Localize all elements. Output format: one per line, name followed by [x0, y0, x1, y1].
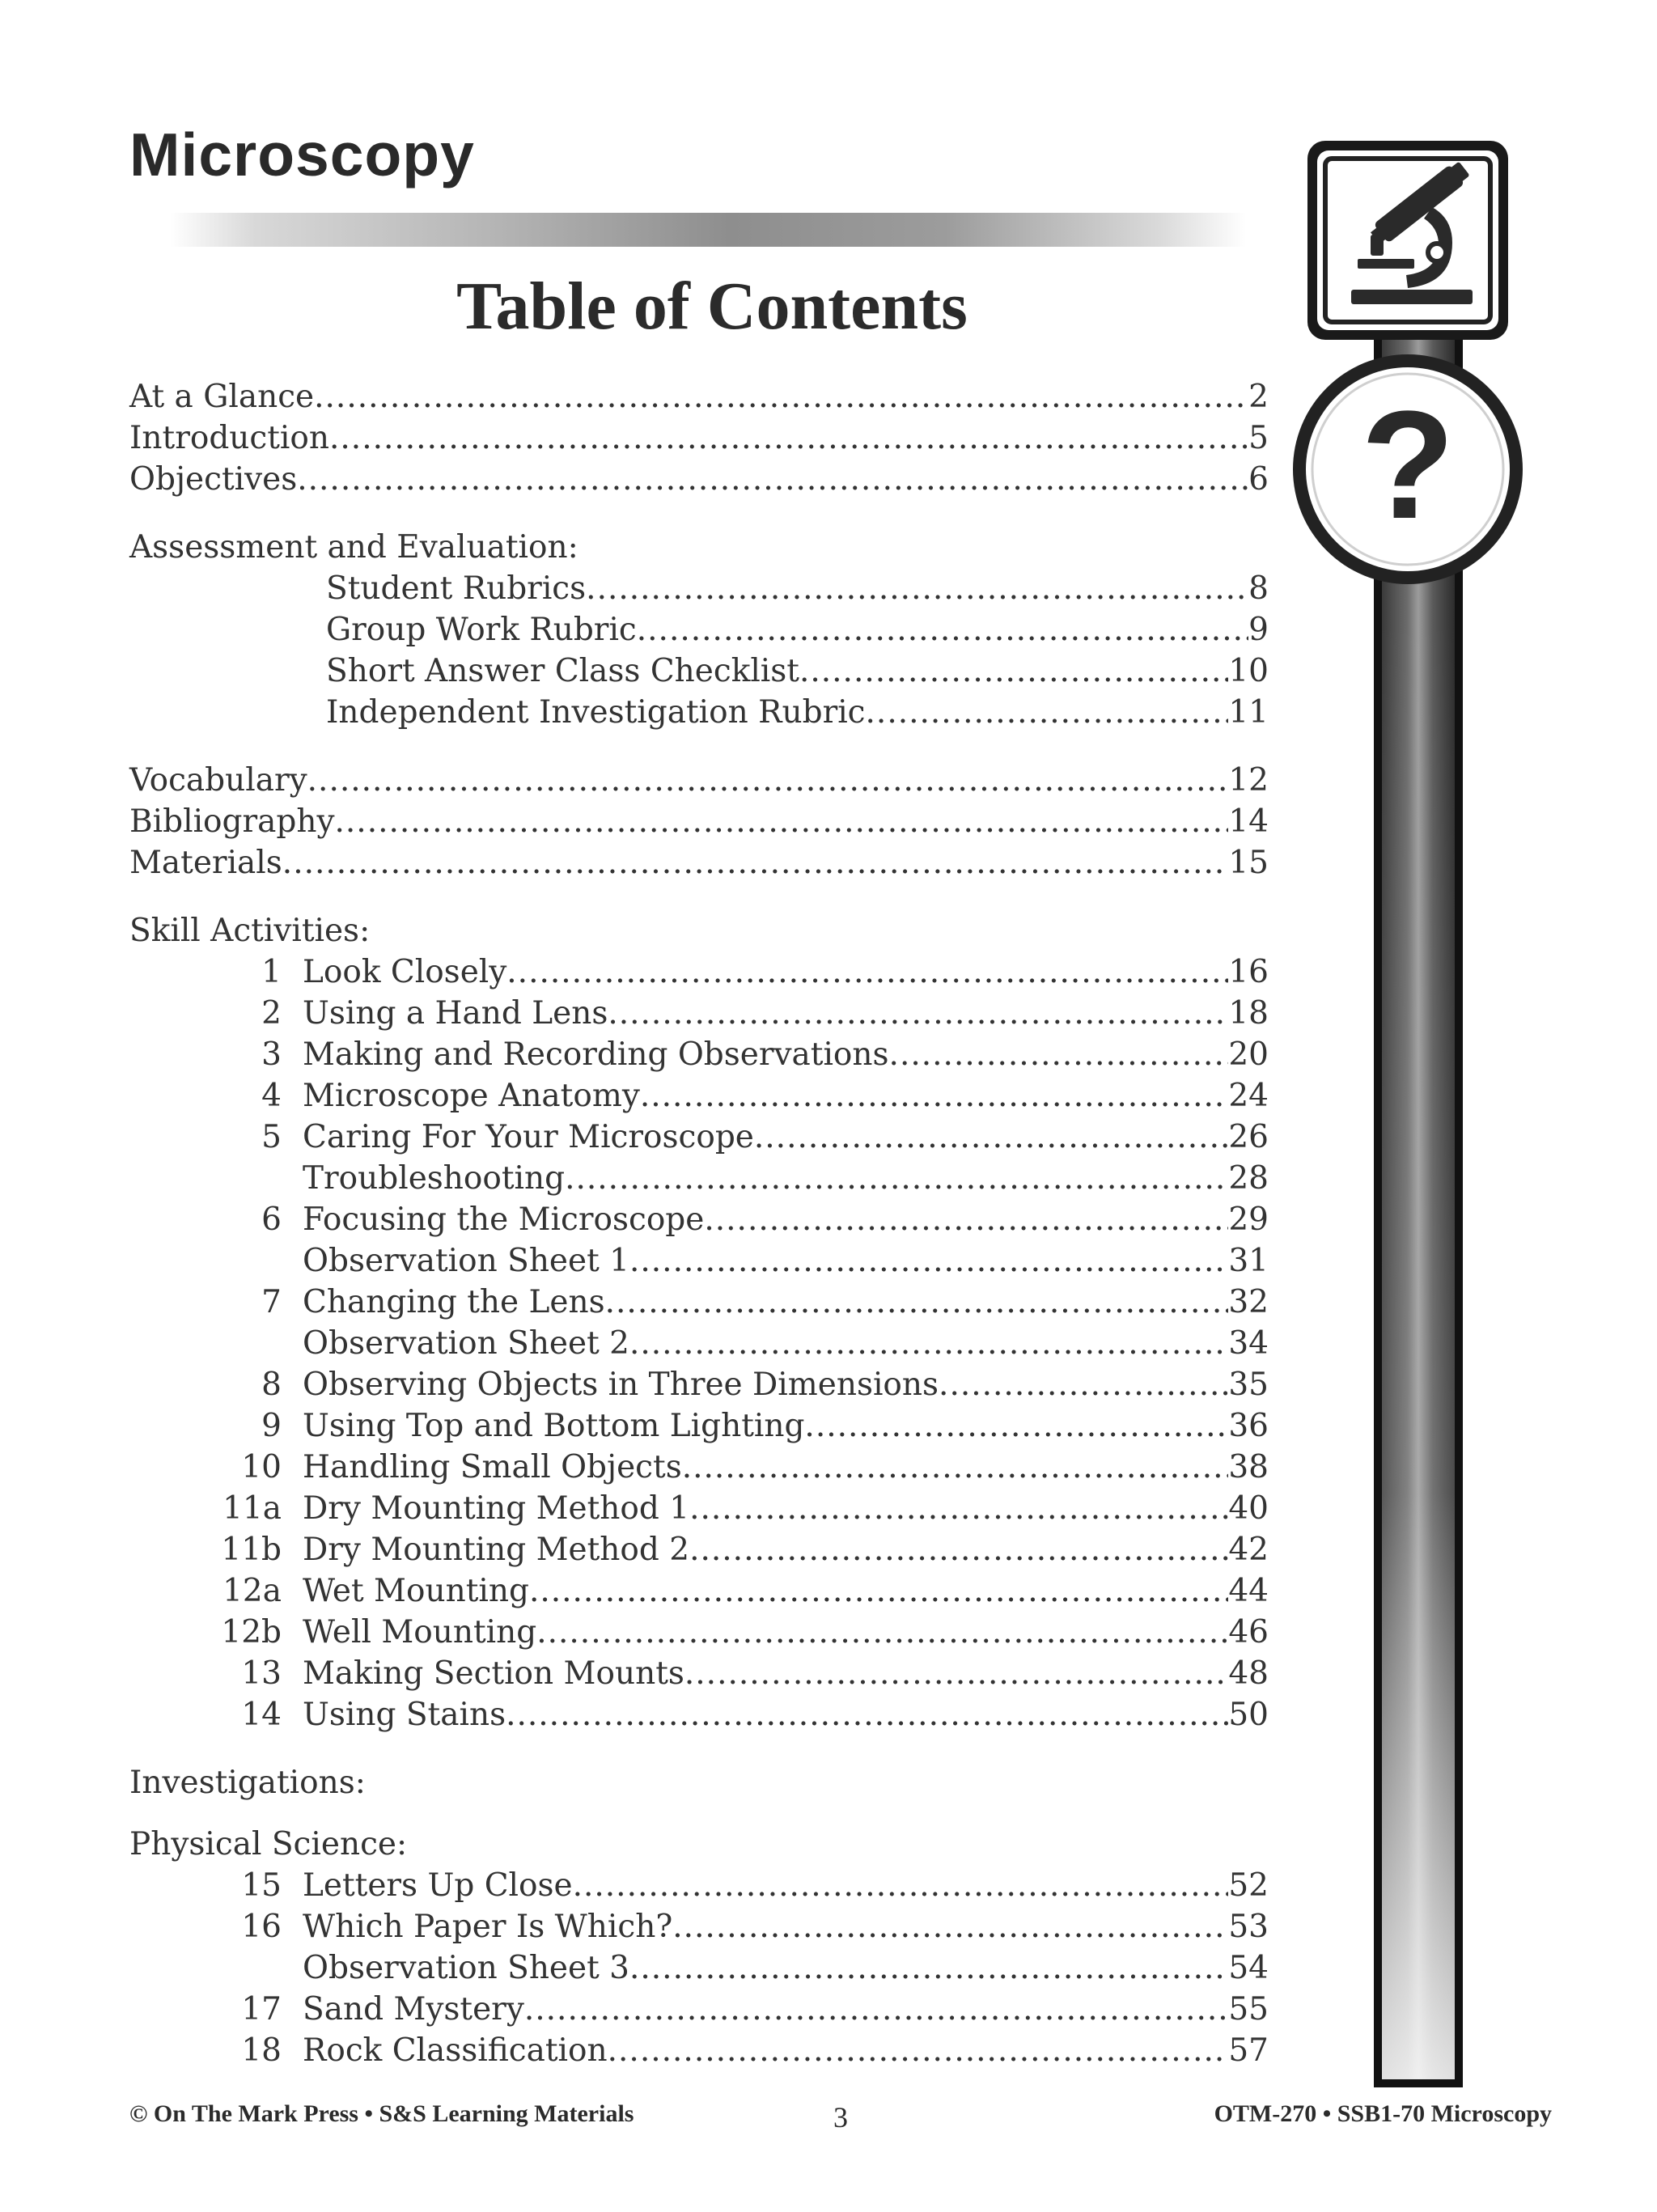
section-heading-physical-science: Physical Science: [129, 1826, 408, 1862]
toc-entry[interactable] [129, 1573, 1269, 1614]
toc-entry-number: 11b [221, 1532, 282, 1568]
toc-entry-label: Dry Mounting Method 1 [303, 1490, 690, 1527]
leader-dots [704, 1201, 1228, 1238]
toc-entry-page: 32 [1228, 1284, 1269, 1320]
toc-entry-page: 2 [1248, 379, 1269, 415]
leader-dots [889, 1036, 1229, 1073]
toc-entry-page: 11 [1228, 694, 1269, 731]
toc-entry-label: Student Rubrics [326, 570, 587, 607]
toc-entry-page: 9 [1248, 612, 1269, 648]
subject-sign [1286, 129, 1562, 2104]
toc-group-intro [129, 379, 1269, 502]
toc-entry-page: 16 [1228, 954, 1269, 990]
toc-entry[interactable] [129, 379, 1269, 420]
leader-dots [866, 694, 1229, 731]
toc-entry[interactable] [129, 1655, 1269, 1697]
toc-entry-number: 5 [261, 1119, 282, 1155]
toc-entry-page: 6 [1248, 461, 1269, 498]
toc-entry-number: 6 [261, 1201, 282, 1238]
leader-dots [297, 461, 1248, 498]
leader-dots [608, 2032, 1229, 2069]
toc-entry-page: 8 [1248, 570, 1269, 607]
toc-entry-page: 57 [1228, 2032, 1269, 2069]
toc-entry-number: 17 [241, 1991, 282, 2028]
leader-dots [536, 1614, 1228, 1651]
toc-entry[interactable] [129, 2032, 1269, 2074]
toc-entry-label: Observation Sheet 3 [303, 1950, 629, 1986]
leader-dots [754, 1119, 1228, 1155]
microscope-sign [1307, 141, 1508, 340]
toc-entry-label: Letters Up Close [303, 1867, 573, 1904]
toc-entry-number: 16 [241, 1909, 282, 1945]
toc-entry-label: Focusing the Microscope [303, 1201, 705, 1238]
toc-entry-page: 24 [1228, 1078, 1269, 1114]
leader-dots [939, 1367, 1228, 1403]
toc-entry-label: Introduction [129, 420, 329, 456]
toc-entry-number: 7 [261, 1284, 282, 1320]
leader-dots [629, 1325, 1228, 1362]
toc-entry-page: 20 [1228, 1036, 1269, 1073]
toc-entry-page: 48 [1228, 1655, 1269, 1692]
toc-entry-page: 5 [1248, 420, 1269, 456]
toc-entry-page: 46 [1228, 1614, 1269, 1651]
leader-dots [682, 1449, 1229, 1485]
leader-dots [506, 954, 1228, 990]
toc-entry-number: 10 [241, 1449, 282, 1485]
leader-dots [629, 1950, 1228, 1986]
toc-entry-page: 29 [1228, 1201, 1269, 1238]
leader-dots [335, 803, 1229, 840]
toc-entry-label: Bibliography [129, 803, 335, 840]
toc-entry-page: 40 [1228, 1490, 1269, 1527]
sign-post [1374, 324, 1463, 2087]
toc-entry[interactable] [129, 1078, 1269, 1119]
toc-entry[interactable] [129, 1950, 1269, 1991]
toc-entry-page: 10 [1228, 653, 1269, 689]
toc-entry[interactable] [129, 1909, 1269, 1950]
toc-group-skills [129, 954, 1269, 1738]
leader-dots [586, 570, 1248, 607]
toc-entry-label: Troubleshooting [303, 1160, 566, 1197]
toc-group-assessment [129, 570, 1269, 735]
leader-dots [637, 612, 1248, 648]
leader-dots [282, 845, 1229, 881]
leader-dots [529, 1573, 1228, 1609]
leader-dots [689, 1532, 1228, 1568]
toc-entry-label: Making Section Mounts [303, 1655, 684, 1692]
toc-entry-page: 38 [1228, 1449, 1269, 1485]
toc-entry[interactable] [129, 1408, 1269, 1449]
toc-entry-number: 12a [222, 1573, 282, 1609]
toc-entry-label: Sand Mystery [303, 1991, 524, 2028]
toc-entry-label: Microscope Anatomy [303, 1078, 640, 1114]
toc-entry-label: At a Glance [129, 379, 315, 415]
leader-dots [605, 1284, 1229, 1320]
toc-entry-label: Observation Sheet 2 [303, 1325, 629, 1362]
toc-entry[interactable] [129, 1201, 1269, 1243]
toc-entry-label: Short Answer Class Checklist [326, 653, 799, 689]
toc-entry[interactable] [129, 570, 1269, 612]
toc-entry[interactable] [129, 954, 1269, 995]
leader-dots [314, 379, 1248, 415]
toc-entry-page: 54 [1228, 1950, 1269, 1986]
toc-entry-page: 14 [1228, 803, 1269, 840]
toc-entry[interactable] [129, 612, 1269, 653]
page-title: Table of Contents [456, 269, 968, 344]
leader-dots [524, 1991, 1229, 2028]
toc-entry-page: 18 [1228, 995, 1269, 1032]
toc-group-physical-science [129, 1867, 1269, 2074]
question-mark-icon: ? [1360, 379, 1456, 551]
toc-entry-number: 3 [261, 1036, 282, 1073]
toc-entry-label: Dry Mounting Method 2 [303, 1532, 690, 1568]
toc-entry-label: Rock Classification [303, 2032, 608, 2069]
toc-entry[interactable] [129, 1449, 1269, 1490]
toc-entry-page: 55 [1228, 1991, 1269, 2028]
toc-entry-label: Changing the Lens [303, 1284, 605, 1320]
toc-entry-page: 34 [1228, 1325, 1269, 1362]
toc-entry-page: 50 [1228, 1697, 1269, 1733]
toc-entry-label: Handling Small Objects [303, 1449, 682, 1485]
leader-dots [799, 653, 1228, 689]
toc-entry-label: Which Paper Is Which? [303, 1909, 673, 1945]
leader-dots [684, 1655, 1228, 1692]
leader-dots [640, 1078, 1229, 1114]
toc-entry-label: Look Closely [303, 954, 507, 990]
toc-entry[interactable] [129, 1036, 1269, 1078]
toc-entry[interactable] [129, 653, 1269, 694]
toc-entry-number: 12b [221, 1614, 282, 1651]
toc-entry[interactable] [129, 762, 1269, 803]
toc-entry-page: 26 [1228, 1119, 1269, 1155]
toc-entry-page: 35 [1228, 1367, 1269, 1403]
toc-entry-page: 36 [1228, 1408, 1269, 1444]
toc-entry-label: Using Stains [303, 1697, 506, 1733]
leader-dots [689, 1490, 1228, 1527]
decorative-gradient-bar [170, 213, 1246, 247]
toc-entry-page: 15 [1228, 845, 1269, 881]
toc-entry-page: 12 [1228, 762, 1269, 799]
toc-entry-label: Observation Sheet 1 [303, 1243, 629, 1279]
toc-entry-label: Group Work Rubric [326, 612, 637, 648]
toc-entry-number: 15 [241, 1867, 282, 1904]
toc-entry-number: 8 [261, 1367, 282, 1403]
toc-entry-label: Making and Recording Observations [303, 1036, 889, 1073]
table-of-contents [129, 379, 1269, 2074]
toc-entry-number: 14 [241, 1697, 282, 1733]
section-heading-assessment: Assessment and Evaluation: [129, 529, 578, 566]
toc-entry-page: 52 [1228, 1867, 1269, 1904]
toc-entry-page: 28 [1228, 1160, 1269, 1197]
toc-entry[interactable] [129, 845, 1269, 886]
leader-dots [565, 1160, 1228, 1197]
toc-entry[interactable] [129, 1614, 1269, 1655]
toc-entry[interactable] [129, 803, 1269, 845]
toc-entry[interactable] [129, 461, 1269, 502]
toc-entry[interactable] [129, 1160, 1269, 1201]
toc-entry[interactable] [129, 1532, 1269, 1573]
toc-entry-label: Observing Objects in Three Dimensions [303, 1367, 939, 1403]
toc-entry[interactable] [129, 420, 1269, 461]
leader-dots [506, 1697, 1228, 1733]
toc-group-reference [129, 762, 1269, 886]
toc-entry-number: 11a [222, 1490, 282, 1527]
toc-entry-page: 44 [1228, 1573, 1269, 1609]
leader-dots [672, 1909, 1228, 1945]
toc-entry[interactable] [129, 1867, 1269, 1909]
leader-dots [629, 1243, 1228, 1279]
toc-entry-label: Using a Hand Lens [303, 995, 608, 1032]
toc-entry[interactable] [129, 1367, 1269, 1408]
toc-entry-number: 4 [261, 1078, 282, 1114]
toc-entry-label: Using Top and Bottom Lighting [303, 1408, 805, 1444]
toc-entry-label: Materials [129, 845, 282, 881]
toc-entry[interactable] [129, 1325, 1269, 1367]
toc-entry-number: 13 [241, 1655, 282, 1692]
leader-dots [573, 1867, 1229, 1904]
toc-entry[interactable] [129, 995, 1269, 1036]
toc-entry-label: Vocabulary [129, 762, 307, 799]
leader-dots [608, 995, 1228, 1032]
toc-entry[interactable] [129, 694, 1269, 735]
toc-entry-label: Objectives [129, 461, 298, 498]
toc-entry-label: Independent Investigation Rubric [326, 694, 866, 731]
question-sign [1293, 354, 1523, 584]
toc-entry-page: 42 [1228, 1532, 1269, 1568]
toc-entry-page: 53 [1228, 1909, 1269, 1945]
footer-product-code: OTM-270 • SSB1-70 Microscopy [1214, 2100, 1552, 2127]
toc-entry-page: 31 [1228, 1243, 1269, 1279]
toc-entry-number: 18 [241, 2032, 282, 2069]
toc-entry[interactable] [129, 1697, 1269, 1738]
leader-dots [329, 420, 1248, 456]
toc-entry-number: 2 [261, 995, 282, 1032]
toc-entry-label: Caring For Your Microscope [303, 1119, 754, 1155]
toc-entry-label: Wet Mounting [303, 1573, 529, 1609]
leader-dots [804, 1408, 1228, 1444]
toc-entry[interactable] [129, 1991, 1269, 2032]
section-heading-investigations: Investigations: [129, 1765, 366, 1801]
toc-entry-label: Well Mounting [303, 1614, 537, 1651]
footer-copyright: © On The Mark Press • S&S Learning Materials [129, 2100, 634, 2127]
subject-heading: Microscopy [129, 121, 475, 189]
toc-entry[interactable] [129, 1490, 1269, 1532]
toc-entry-number: 9 [261, 1408, 282, 1444]
toc-entry[interactable] [129, 1119, 1269, 1160]
leader-dots [307, 762, 1229, 799]
footer-page-number: 3 [833, 2101, 848, 2134]
toc-entry-number: 1 [261, 954, 282, 990]
toc-entry[interactable] [129, 1284, 1269, 1325]
toc-entry[interactable] [129, 1243, 1269, 1284]
section-heading-skills: Skill Activities: [129, 913, 371, 949]
